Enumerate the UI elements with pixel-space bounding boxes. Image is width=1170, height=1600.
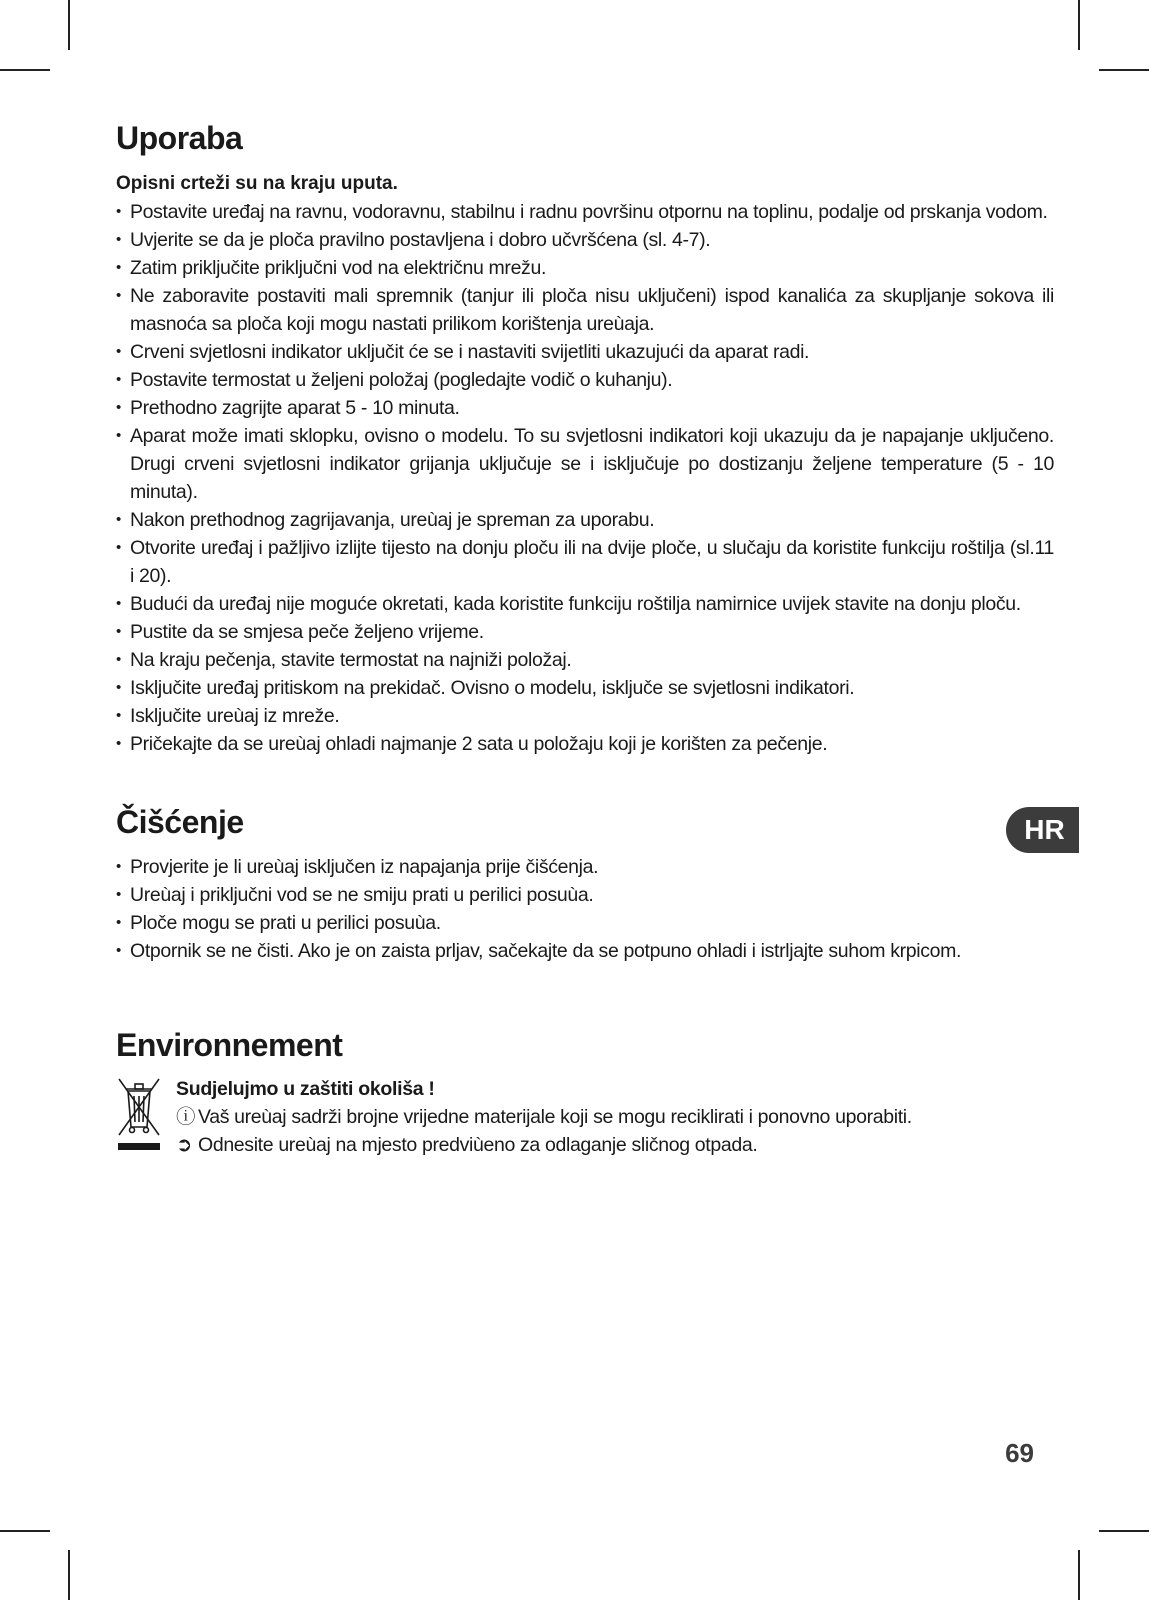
- crop-mark: [68, 0, 70, 50]
- environment-arrow-text: Odnesite ureùaj na mjesto predviùeno za odlaganje sličnog otpada.: [198, 1133, 758, 1156]
- usage-list: [116, 198, 1054, 758]
- list-item: • Prethodno zagrijte aparat 5 - 10 minuta.: [116, 394, 1054, 422]
- list-item: • Postavite termostat u željeni položaj (pogledajte vodič o kuhanju).: [116, 366, 1054, 394]
- arrow-icon: ➲: [176, 1133, 192, 1156]
- crop-mark: [1099, 69, 1149, 71]
- environment-info-text: Vaš ureùaj sadrži brojne vrijedne materijale koji se mogu reciklirati i ponovno uporabiti.: [198, 1105, 912, 1128]
- list-item: • Pričekajte da se ureùaj ohladi najmanje 2 sata u položaju koji je korišten za pečenje.: [116, 730, 1054, 758]
- list-item: • Zatim priključite priključni vod na električnu mrežu.: [116, 254, 1054, 282]
- page-number: 69: [1005, 1438, 1034, 1468]
- usage-section: [116, 118, 1054, 758]
- crop-mark: [1078, 1550, 1080, 1600]
- cleaning-section: [116, 802, 1054, 966]
- crop-mark: [1078, 0, 1080, 50]
- environment-title: Environnement: [116, 1027, 343, 1064]
- environment-text: [176, 1075, 1054, 1159]
- list-item: • Aparat može imati sklopku, ovisno o modelu. To su svjetlosni indikatori koji ukazuju da je napajanje uključeno. Drugi crveni svjetlosni indikator grijanja uključuje se i isključuje po dostizanju željene temperature (5 - 10 minuta).: [116, 422, 1054, 506]
- list-item: • Pustite da se smjesa peče željeno vrijeme.: [116, 618, 1054, 646]
- cleaning-list: [116, 853, 1054, 965]
- list-item: • Budući da uređaj nije moguće okretati, kada koristite funkciju roštilja namirnice uvijek stavite na donju ploču.: [116, 590, 1054, 618]
- list-item: • Uvjerite se da je ploča pravilno postavljena i dobro učvršćena (sl. 4-7).: [116, 226, 1054, 254]
- list-item: • Isključite uređaj pritiskom na prekidač. Ovisno o modelu, isključe se svjetlosni indikatori.: [116, 674, 1054, 702]
- list-item: • Postavite uređaj na ravnu, vodoravnu, stabilnu i radnu površinu otpornu na toplinu, podalje od prskanja vodom.: [116, 198, 1054, 226]
- usage-subtitle: Opisni crteži su na kraju uputa.: [116, 172, 398, 194]
- language-tab: HR: [1006, 807, 1079, 853]
- crop-mark: [0, 69, 50, 71]
- cleaning-title: Čišćenje: [116, 803, 244, 840]
- list-item: • Ne zaboravite postaviti mali spremnik (tanjur ili ploča nisu uključeni) ispod kanalića za skupljanje sokova ili masnoća sa ploča koji mogu nastati prilikom korištenja ureùaja.: [116, 282, 1054, 338]
- usage-title: Uporaba: [116, 120, 243, 156]
- list-item: • Otvorite uređaj i pažljivo izlijte tijesto na donju ploču ili na dvije ploče, u slučaju da koristite funkciju roštilja (sl.11 i 20).: [116, 534, 1054, 590]
- list-item: • Crveni svjetlosni indikator uključit će se i nastaviti svijetliti ukazujući da aparat radi.: [116, 338, 1054, 366]
- environment-heading: Sudjelujmo u zaštiti okoliša !: [176, 1077, 435, 1100]
- list-item: • Provjerite je li ureùaj isključen iz napajanja prije čišćenja.: [116, 853, 1054, 881]
- environment-info-line: [176, 1103, 1054, 1131]
- environment-arrow-line: [176, 1131, 1054, 1159]
- list-item: • Otpornik se ne čisti. Ako je on zaista prljav, sačekajte da se potpuno ohladi i istrljajte suhom krpicom.: [116, 937, 1054, 965]
- list-item: • Ureùaj i priključni vod se ne smiju prati u perilici posuùa.: [116, 881, 1054, 909]
- manual-content: [116, 118, 1054, 1165]
- environment-block: [116, 1075, 1054, 1165]
- list-item: • Na kraju pečenja, stavite termostat na najniži položaj.: [116, 646, 1054, 674]
- crop-mark: [1099, 1530, 1149, 1532]
- list-item: • Nakon prethodnog zagrijavanja, ureùaj je spreman za uporabu.: [116, 506, 1054, 534]
- weee-crossed-bin-icon: [116, 1077, 162, 1153]
- list-item: • Isključite ureùaj iz mreže.: [116, 702, 1054, 730]
- environment-section: [116, 1025, 1054, 1165]
- list-item: • Ploče mogu se prati u perilici posuùa.: [116, 909, 1054, 937]
- info-icon: ⓘ: [176, 1105, 196, 1128]
- crop-mark: [0, 1530, 50, 1532]
- crop-mark: [68, 1550, 70, 1600]
